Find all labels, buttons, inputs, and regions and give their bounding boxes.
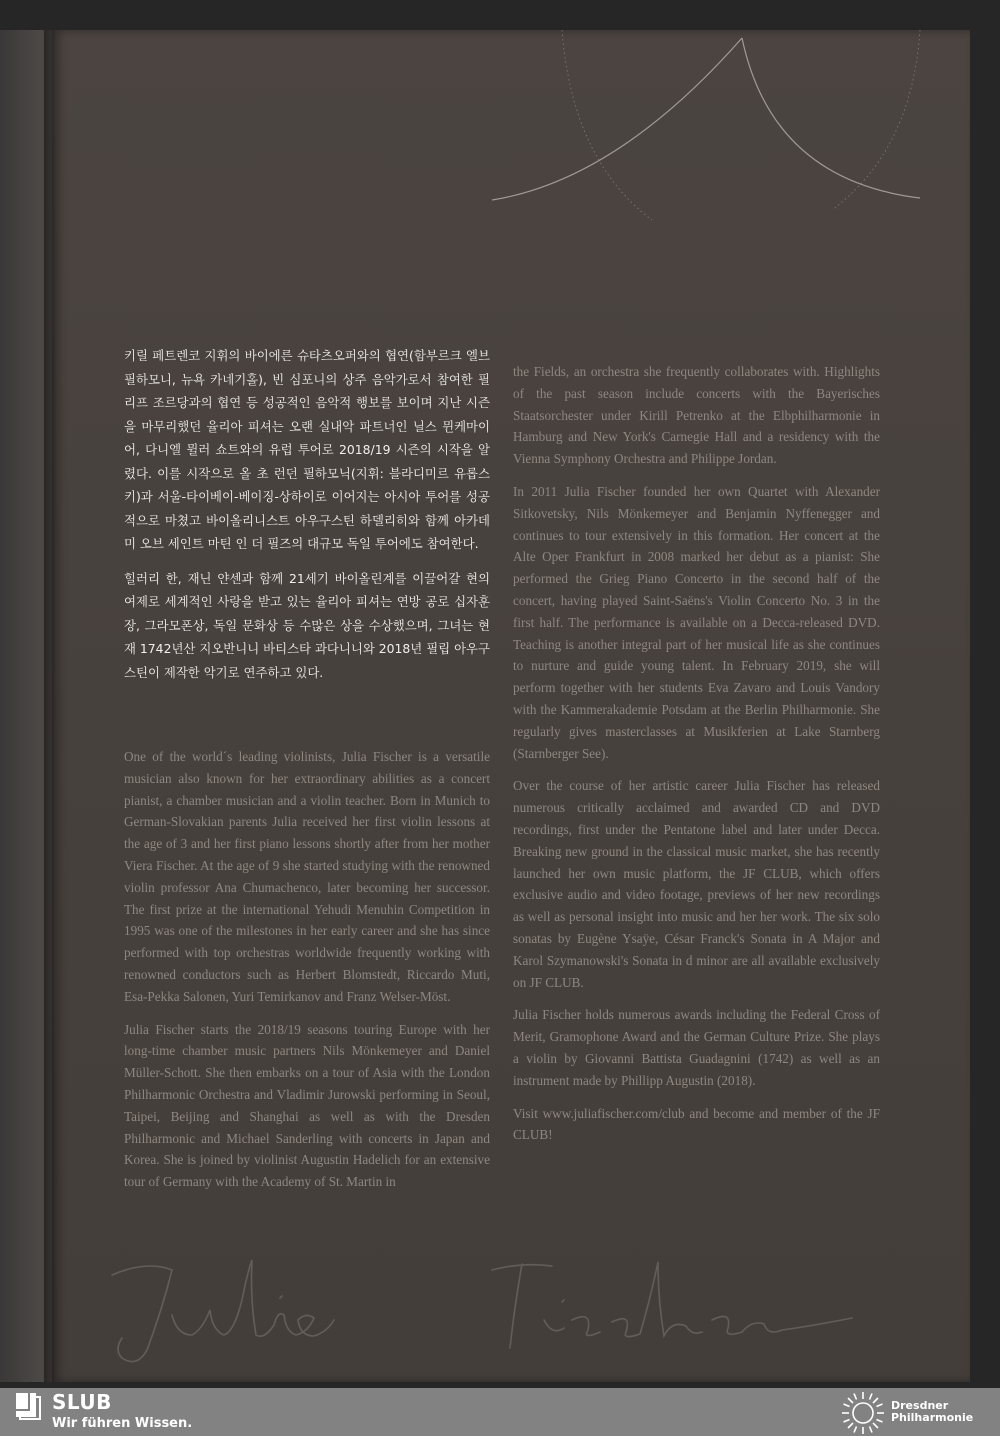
english-paragraph-3: the Fields, an orchestra she frequently collaborates with. Highlights of the past season include concerts with the Bayerisches Staatsorchester under Kirill Petrenko at the Elbphilharmonie in Hamburg and New York's Carnegie Hall and a residency with the Vienna Symphony Orchestra and Philippe Jordan. <box>513 364 880 467</box>
korean-paragraph-2: 힐러리 한, 재닌 얀센과 함께 21세기 바이올린계를 이끌어갈 현의 여제로 세계적인 사랑을 받고 있는 율리아 피셔는 연방 공로 십자훈장, 그라모폰상, 독일 문화상 등 수많은 상을 수상했으며, 그녀는 현재 1742년산 지오반니니 바티스타 과다니니와 2018년 필립 아우구스틴이 제작한 악기로 연주하고 있다. <box>124 570 490 680</box>
slub-logo-icon <box>14 1391 42 1421</box>
korean-biography <box>124 344 490 695</box>
dp-line-1: Dresdner <box>891 1399 949 1412</box>
english-biography-left <box>124 746 490 1204</box>
english-paragraph-6: Julia Fischer holds numerous awards including the Federal Cross of Merit, Gramophone Award and the German Culture Prize. She plays a violin by Giovanni Battista Guadagnini (1742) as well as an instrument made by Phillipp Augustin (2018). <box>513 1007 880 1088</box>
dp-line-2: Philharmonie <box>891 1411 974 1424</box>
english-paragraph-1: One of the world´s leading violinists, Julia Fischer is a versatile musician also known for her extraordinary abilities as a concert pianist, a chamber musician and a violin teacher. Born in Munich to German-Slovakian parents Julia received her first violin lessons at the age of 3 and her first piano lessons shortly after from her mother Viera Fischer. At the age of 9 she started studying with the renowned violin professor Ana Chumachenco, later becoming her successor. The first prize at the international Yehudi Menuhin Competition in 1995 was one of the milestones in her early career and she has since performed with top orchestras worldwide frequently working with renowned conductors such as Herbert Blomstedt, Riccardo Muti, Esa-Pekka Salonen, Yuri Temirkanov and Franz Welser-Möst. <box>124 749 490 1004</box>
english-paragraph-7: Visit www.juliafischer.com/club and become and member of the JF CLUB! <box>513 1105 880 1143</box>
korean-paragraph-1: 키릴 페트렌코 지휘의 바이에른 슈타츠오퍼와의 협연(함부르크 엘브필하모니, 뉴욕 카네기홀), 빈 심포니의 상주 음악가로서 참여한 필리프 조르당과의 협연 등 성공적인 음악적 행보를 보이며 지난 시즌을 마무리했던 율리아 피셔는 오랜 실내악 파트너인 닐스 뮌케마이어, 다니엘 뮐러 쇼트와의 유럽 투어로 2018/19 시즌의 시작을 알렸다. 이를 시작으로 올 초 런던 필하모닉(지휘: 블라디미르 유롭스키)과 서울-타이베이-베이징-상하이로 이어지는 아시아 투어를 성공적으로 마쳤고 바이올리니스트 아우구스틴 하델리히와 함께 아카데미 오브 세인트 마틴 인 더 필즈의 대규모 독일 투어에도 참여한다. <box>124 348 490 551</box>
decorative-arcs <box>52 30 970 330</box>
english-paragraph-2: Julia Fischer starts the 2018/19 seasons touring Europe with her long-time chamber music partners Nils Mönkemeyer and Daniel Müller-Schott. She then embarks on a tour of Asia with the London Philharmonic Orchestra and Vladimir Jurowski performing in Seoul, Taipei, Beijing and Shanghai as well as with the Dresden Philharmonic and Michael Sanderling with concerts in Japan and Korea. She is joined by violinist Augustin Hadelich for an extensive tour of Germany with the Academy of St. Martin in <box>124 1021 490 1190</box>
slub-tagline: Wir führen Wissen. <box>52 1416 193 1431</box>
dresdner-philharmonie-logo-icon <box>840 1390 886 1436</box>
english-paragraph-5: Over the course of her artistic career Julia Fischer has released numerous critically acclaimed and awarded CD and DVD recordings, first under the Pentatone label and later under Decca. Breaking new ground in the classical music market, she has recently launched her own music platform, the JF CLUB, which offers exclusive audio and video footage, previews of her new recordings as well as personal insight into music and her her work. The six solo sonatas by Eugène Ysaÿe, César Franck's Sonata in A Major and Karol Szymanowski's Sonata in d minor are all available exclusively on JF CLUB. <box>513 778 880 990</box>
english-biography-right <box>513 361 880 1157</box>
dresdner-philharmonie-name <box>891 1400 973 1424</box>
signature-watermark <box>52 1240 970 1370</box>
slub-name: SLUB <box>52 1390 112 1414</box>
english-paragraph-4: In 2011 Julia Fischer founded her own Quartet with Alexander Sitkovetsky, Nils Mönkemeyer and Benjamin Nyffenegger and continues to tour extensively in this formation. Her concert at the Alte Oper Frankfurt in 2008 marked her debut as a pianist: She performed the Grieg Piano Concerto in the second half of the concert, having played Saint-Saëns's Violin Concerto No. 3 in the first half. The performance is available on a Decca-released DVD. Teaching is another integral part of her musical life as she continues to nurture and guide young talent. In February 2019, she will perform together with her students Eva Zavaro and Louis Vandory with the Kammerakademie Potsdam at the Berlin Philharmonie. She regularly gives masterclasses at Musikferien at Lake Starnberg (Starnberger See). <box>513 483 880 761</box>
